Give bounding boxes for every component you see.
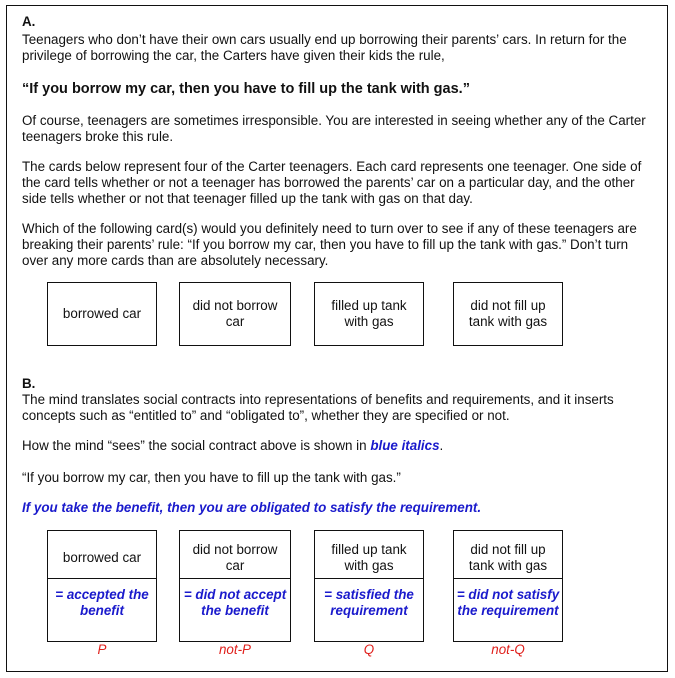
card-filled-up-tank[interactable]: filled up tank with gas — [314, 282, 424, 346]
card-b-did-not-fill-up-tank[interactable] — [453, 530, 563, 642]
logic-label-not-p: not-P — [218, 642, 251, 657]
card-b-face-label: did not fill up tank with gas — [468, 541, 548, 573]
section-a-label: A. — [22, 14, 36, 29]
card-b-borrowed-car[interactable] — [47, 530, 157, 642]
card-b-face-label: did not borrow car — [192, 541, 278, 573]
card-b-meaning: = did not satisfy the requirement — [456, 587, 560, 618]
card-b-meaning: = accepted the benefit — [55, 587, 149, 618]
card-did-not-borrow-car[interactable]: did not borrow car — [179, 282, 291, 346]
section-a-rule: “If you borrow my car, then you have to fill up the tank with gas.” — [22, 81, 470, 97]
card-b-meaning: = did not accept the benefit — [183, 587, 287, 618]
section-b-paragraph-1: The mind translates social contracts into representations of benefits and requirements, and it inserts concepts such as “entitled to” and “obligated to”, whether they are specified or not. — [22, 392, 614, 423]
card-b-did-not-borrow-car[interactable] — [179, 530, 291, 642]
section-a-paragraph-2: Of course, teenagers are sometimes irresponsible. You are interested in seeing whether any of the Carter teenagers broke this rule. — [22, 113, 646, 144]
section-b-paragraph-2: How the mind “sees” the social contract above is shown in blue italics. — [22, 438, 444, 453]
card-b-meaning: = satisfied the requirement — [324, 587, 414, 618]
card-borrowed-car[interactable]: borrowed car — [47, 282, 157, 346]
card-did-not-fill-up-tank[interactable]: did not fill up tank with gas — [453, 282, 563, 346]
blue-italics-term: blue italics — [370, 438, 440, 453]
section-a-paragraph-3: The cards below represent four of the Carter teenagers. Each card represents one teenager. One side of the card tells whether or not a teenager has borrowed the parents’ car on a particular day, and the other side tells whether or not that teenager filled up the tank with gas on that day. — [22, 159, 642, 206]
section-a-intro: Teenagers who don’t have their own cars usually end up borrowing their parents’ cars. In return for the privilege of borrowing the car, the Carters have given their kids the rule, — [22, 32, 627, 63]
section-a-paragraph-4: Which of the following card(s) would you definitely need to turn over to see if any of these teenagers are breaking their parents’ rule: “If you borrow my car, then you have to fill up the tank with gas.” Don’t turn over any more cards than are absolutely necessary. — [22, 221, 637, 268]
logic-label-p: P — [97, 642, 107, 657]
section-b-translation: If you take the benefit, then you are obligated to satisfy the requirement. — [22, 500, 482, 515]
card-b-filled-up-tank[interactable] — [314, 530, 424, 642]
section-b-label: B. — [22, 376, 36, 391]
card-b-face-label: borrowed car — [62, 549, 142, 565]
logic-label-not-q: not-Q — [491, 642, 525, 657]
section-b-rule: “If you borrow my car, then you have to fill up the tank with gas.” — [22, 470, 401, 485]
card-b-face-label: filled up tank with gas — [331, 541, 407, 573]
logic-label-q: Q — [363, 642, 375, 657]
